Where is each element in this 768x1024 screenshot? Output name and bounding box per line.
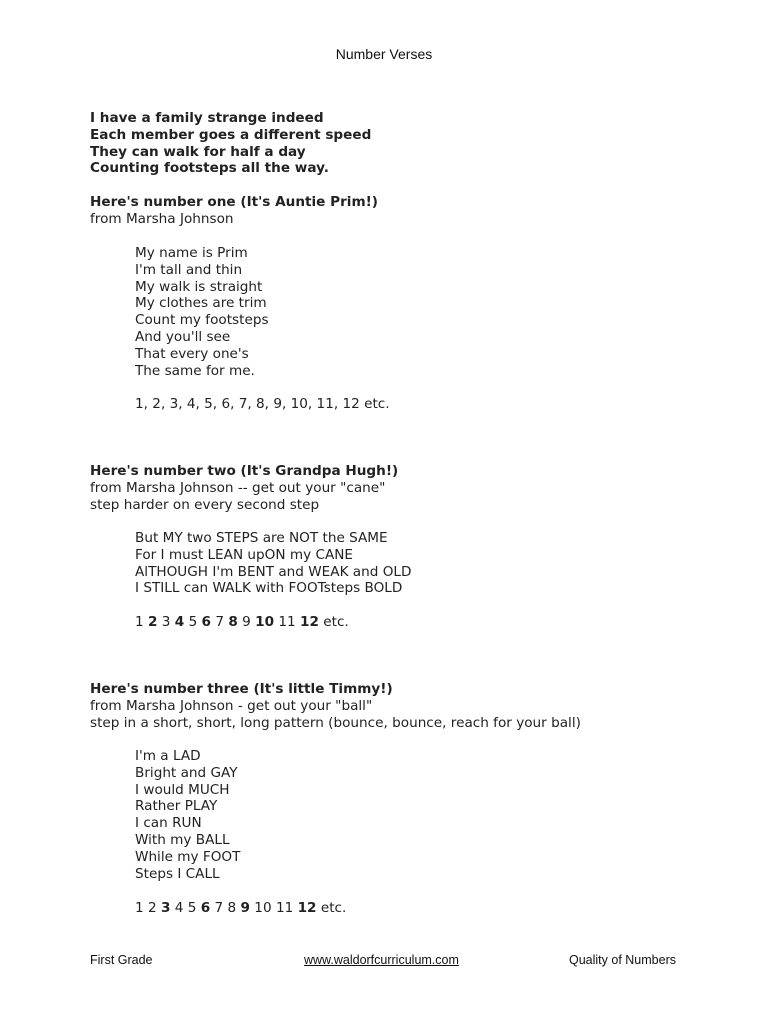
verse-line: My clothes are trim [135, 295, 267, 312]
count-number: 8 [228, 614, 238, 630]
intro-line: They can walk for half a day [90, 143, 306, 160]
verse-line: My walk is straight [135, 278, 263, 295]
section-heading: Here's number one (It's Auntie Prim!) [90, 194, 379, 210]
verse-line: My name is Prim [135, 245, 248, 261]
count-number: 6 [200, 900, 211, 916]
section-note: from Marsha Johnson -- get out your "cane" [90, 479, 386, 496]
intro-line: Each member goes a different speed [90, 126, 372, 143]
section-two-count [135, 614, 349, 631]
section-two-header [90, 463, 398, 513]
count-number: 3 [161, 614, 171, 630]
section-note: from Marsha Johnson - get out your "ball" [90, 697, 373, 714]
count-suffix: etc. [323, 614, 349, 630]
count-number: 7 [215, 614, 224, 630]
footer-website-link[interactable]: www.waldorfcurriculum.com [304, 953, 459, 967]
count-number: 4 [174, 614, 185, 630]
count-number: 10 [255, 614, 275, 630]
verse-line: I would MUCH [135, 781, 230, 798]
section-heading: Here's number three (It's little Timmy!) [90, 681, 393, 697]
section-one-count: 1, 2, 3, 4, 5, 6, 7, 8, 9, 10, 11, 12 etc. [135, 396, 390, 412]
section-two-verse [135, 530, 411, 597]
count-number: 10 [254, 900, 272, 916]
section-three-count [135, 900, 346, 917]
count-number: 1 [135, 900, 144, 916]
footer-topic: Quality of Numbers [569, 953, 676, 967]
verse-line: I'm tall and thin [135, 261, 243, 278]
verse-line: The same for me. [135, 362, 255, 379]
count-number: 8 [227, 900, 237, 916]
verse-line: But MY two STEPS are NOT the SAME [135, 530, 388, 546]
verse-line: I'm a LAD [135, 748, 201, 764]
page-title: Number Verses [335, 46, 433, 62]
section-note: step harder on every second step [90, 496, 320, 513]
intro-stanza [90, 110, 371, 177]
section-note: step in a short, short, long pattern (bounce, bounce, reach for your ball) [90, 714, 581, 731]
count-number: 7 [214, 900, 224, 916]
verse-line: Rather PLAY [135, 798, 218, 815]
verse-line: Bright and GAY [135, 764, 238, 781]
intro-line: I have a family strange indeed [90, 110, 324, 126]
section-three-verse [135, 748, 240, 882]
count-number: 5 [188, 614, 198, 630]
section-heading: Here's number two (It's Grandpa Hugh!) [90, 463, 399, 479]
verse-line: I STILL can WALK with FOOTsteps BOLD [135, 580, 403, 597]
count-number: 2 [147, 900, 157, 916]
section-one-header [90, 194, 378, 228]
section-note: from Marsha Johnson [90, 210, 234, 227]
count-number: 3 [160, 900, 171, 916]
verse-line: Steps I CALL [135, 865, 220, 882]
count-number: 12 [297, 900, 317, 916]
count-suffix: etc. [320, 900, 347, 916]
count-number: 9 [242, 614, 251, 630]
count-number: 1 [135, 614, 144, 630]
verse-line: While my FOOT [135, 848, 241, 865]
count-number: 11 [275, 900, 294, 916]
count-number: 5 [187, 900, 197, 916]
intro-line: Counting footsteps all the way. [90, 160, 329, 177]
verse-line: I can RUN [135, 815, 202, 832]
count-number: 4 [174, 900, 184, 916]
count-number: 6 [201, 614, 212, 630]
verse-line: Count my footsteps [135, 312, 269, 329]
verse-line: AlTHOUGH I'm BENT and WEAK and OLD [135, 563, 412, 580]
count-number: 2 [147, 614, 158, 630]
section-three-header [90, 681, 581, 731]
footer-grade: First Grade [90, 953, 153, 967]
count-number: 11 [278, 614, 296, 630]
count-number: 12 [300, 614, 319, 630]
verse-line: With my BALL [135, 831, 230, 848]
verse-line: And you'll see [135, 328, 231, 345]
section-one-verse [135, 245, 269, 379]
verse-line: That every one's [135, 345, 249, 362]
verse-line: For I must LEAN upON my CANE [135, 546, 354, 563]
count-number: 9 [240, 900, 250, 916]
